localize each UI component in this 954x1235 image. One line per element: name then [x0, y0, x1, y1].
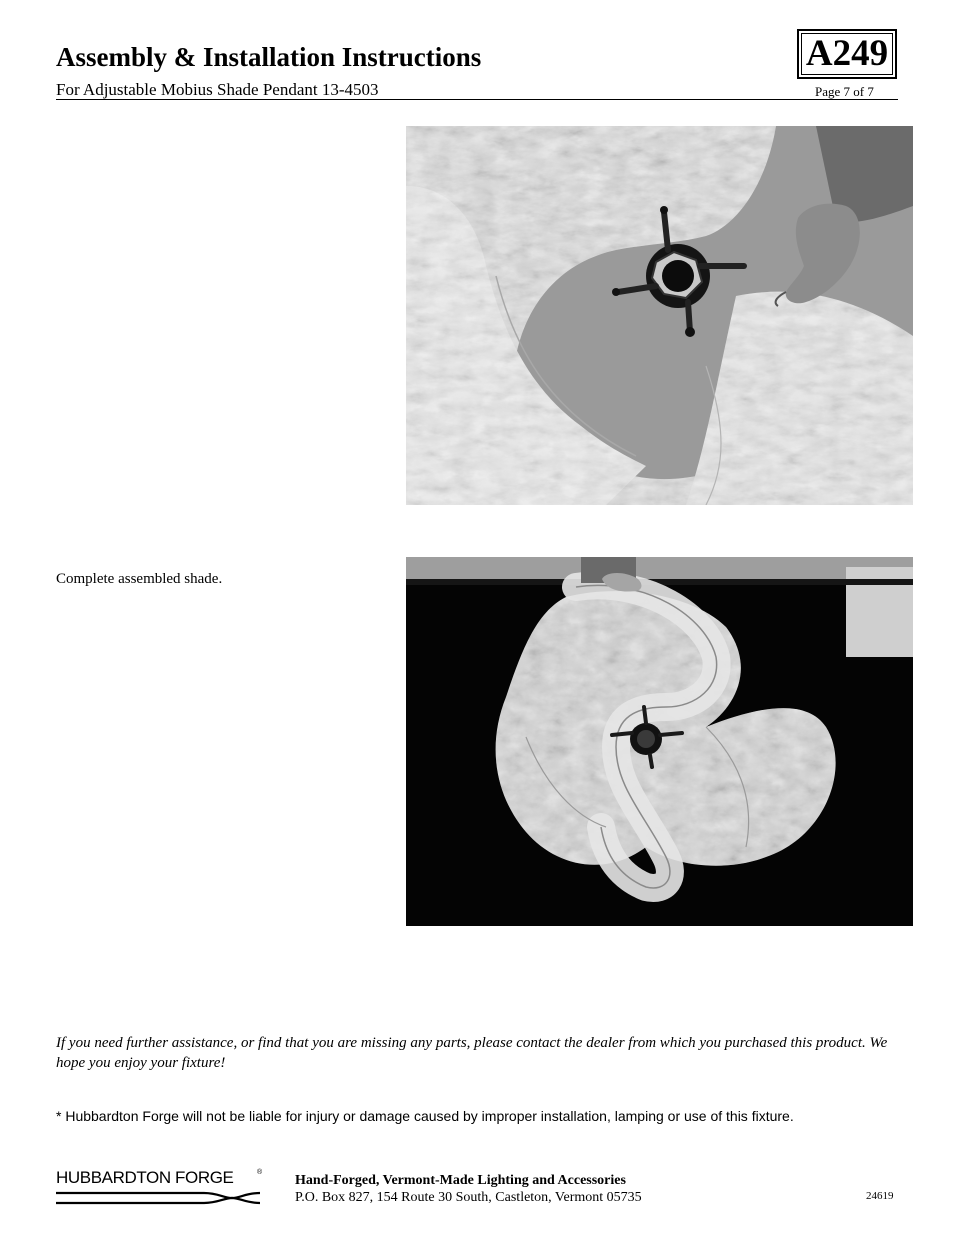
- document-code: A249: [805, 33, 889, 74]
- logo-registered-mark: ®: [257, 1169, 263, 1176]
- page-number: Page 7 of 7: [815, 84, 874, 99]
- shade-assembly-illustration: [406, 126, 913, 505]
- forge-tongs-icon: [56, 1190, 260, 1206]
- assistance-note: If you need further assistance, or find that you are missing any parts, please contact the dealer from which you purchased this product. We hope you enjoy your fixture!: [56, 1035, 888, 1071]
- header-divider: [56, 99, 898, 100]
- page-title: Assembly & Installation Instructions: [56, 42, 482, 72]
- shade-assembly-photo: [406, 126, 913, 505]
- company-tagline: Hand-Forged, Vermont-Made Lighting and Accessories: [295, 1173, 626, 1188]
- document-number: 24619: [866, 1190, 894, 1202]
- photo-caption: Complete assembled shade.: [56, 571, 223, 587]
- liability-disclaimer: * Hubbardton Forge will not be liable for injury or damage caused by improper installation, lamping or use of this fixture.: [56, 1108, 794, 1124]
- company-logo: [56, 1168, 266, 1210]
- company-address: P.O. Box 827, 154 Route 30 South, Castleton, Vermont 05735: [295, 1190, 642, 1205]
- product-subtitle: For Adjustable Mobius Shade Pendant 13-4503: [56, 80, 379, 99]
- assembled-shade-illustration: [406, 557, 913, 926]
- logo-wordmark: HUBBARDTON FORGE: [56, 1168, 234, 1187]
- document-code-box: [797, 29, 897, 79]
- assembled-shade-photo: [406, 557, 913, 926]
